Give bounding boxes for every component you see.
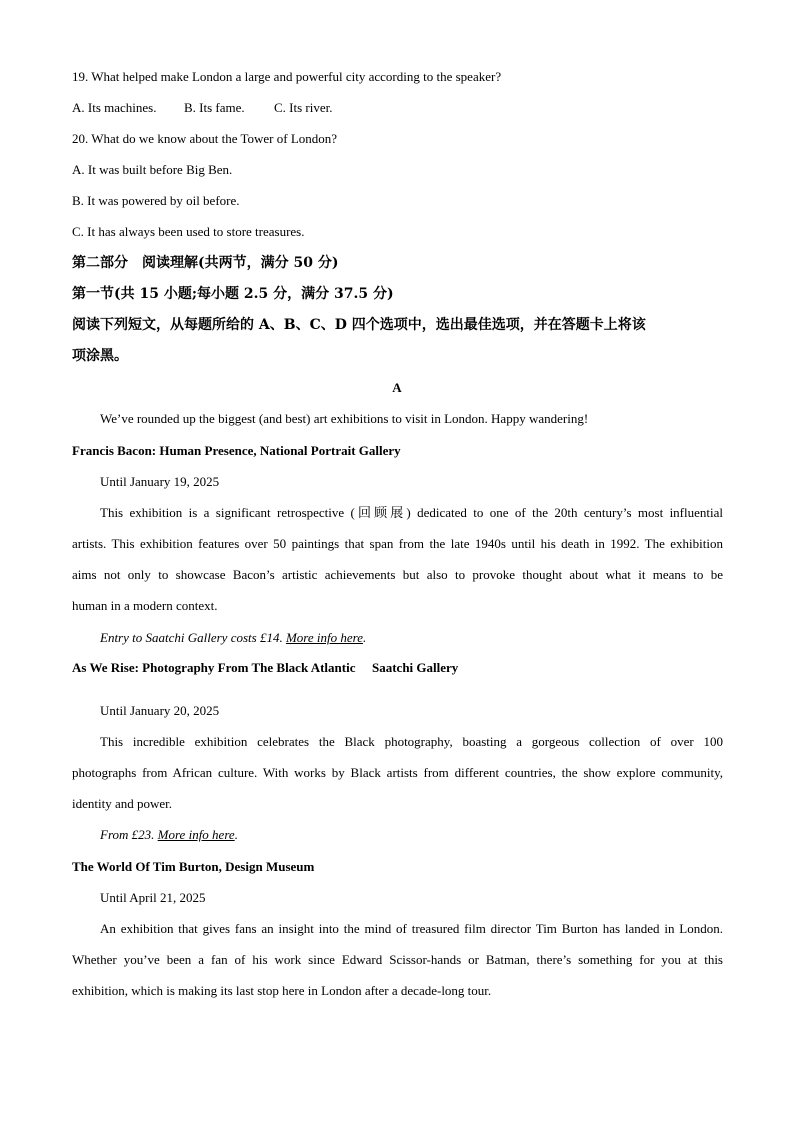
more-info-link[interactable]: More info here xyxy=(285,630,363,645)
price-text: Entry to Saatchi Gallery costs £14. xyxy=(100,630,283,645)
question-20-option-a: A. It was built before Big Ben. xyxy=(72,162,233,177)
question-20-stem: 20. What do we know about the Tower of London? xyxy=(72,131,338,146)
question-19-stem: 19. What helped make London a large and powerful city according to the speaker? xyxy=(72,69,502,84)
section-one-heading: 第一节(共 15 小题;每小题 2.5 分，满分 37.5 分) xyxy=(72,286,394,302)
exhibition-body-line: human in a modern context. xyxy=(72,598,218,613)
exhibition-body-line: identity and power. xyxy=(72,796,173,811)
exhibition-date: Until January 19, 2025 xyxy=(100,474,220,489)
exhibition-title: Francis Bacon: Human Presence, National Portrait Gallery xyxy=(72,443,401,458)
exhibition-price xyxy=(100,827,238,843)
exhibition-price xyxy=(100,630,366,646)
option-a: A. Its machines. xyxy=(72,100,157,115)
exhibition-body-line: artists. This exhibition features over 50 paintings that span from the late 1940s until his death in 1992. The exhibition xyxy=(72,536,723,551)
exhibition-body-line: Whether you’ve been a fan of his work since Edward Scissor-hands or Batman, there’s something for you at this xyxy=(72,952,723,967)
question-20-option-b: B. It was powered by oil before. xyxy=(72,193,240,208)
question-19-options xyxy=(72,100,333,116)
exhibition-title-venue: Saatchi Gallery xyxy=(371,660,459,675)
instruction-line-1: 阅读下列短文，从每题所给的 A、B、C、D 四个选项中，选出最佳选项，并在答题卡上将该 xyxy=(72,317,646,333)
punctuation: . xyxy=(234,827,238,842)
question-20-option-c: C. It has always been used to store treasures. xyxy=(72,224,305,239)
exhibition-body-line: aims not only to showcase Bacon’s artistic achievements but also to provoke thought about what it means to be xyxy=(72,567,723,582)
exhibition-date: Until January 20, 2025 xyxy=(100,703,220,718)
exhibition-title-name: As We Rise: Photography From The Black Atlantic xyxy=(72,660,356,675)
part-two-heading: 第二部分 阅读理解(共两节，满分 50 分) xyxy=(72,255,339,271)
exhibition-date: Until April 21, 2025 xyxy=(100,890,206,905)
exhibition-body-line: This incredible exhibition celebrates the Black photography, boasting a gorgeous collection of over 100 xyxy=(100,734,723,749)
instruction-line-2: 项涂黑。 xyxy=(72,348,128,364)
exhibition-title: The World Of Tim Burton, Design Museum xyxy=(72,859,315,874)
option-b: B. Its fame. xyxy=(184,100,245,115)
exhibition-title xyxy=(72,660,458,676)
passage-label: A xyxy=(392,380,402,395)
price-text: From £23. xyxy=(100,827,155,842)
passage-intro: We’ve rounded up the biggest (and best) art exhibitions to visit in London. Happy wandering! xyxy=(100,411,589,426)
exhibition-body-line: An exhibition that gives fans an insight into the mind of treasured film director Tim Burton has landed in London. xyxy=(100,921,723,936)
exhibition-body-line: photographs from African culture. With works by Black artists from different countries, the show explore community, xyxy=(72,765,723,780)
exhibition-body-line: exhibition, which is making its last stop here in London after a decade-long tour. xyxy=(72,983,492,998)
punctuation: . xyxy=(362,630,367,645)
more-info-link[interactable]: More info here xyxy=(157,827,235,842)
option-c: C. Its river. xyxy=(274,100,333,115)
exhibition-body-line: This exhibition is a significant retrospective (回顾展) dedicated to one of the 20th century’s most influential xyxy=(100,505,723,520)
